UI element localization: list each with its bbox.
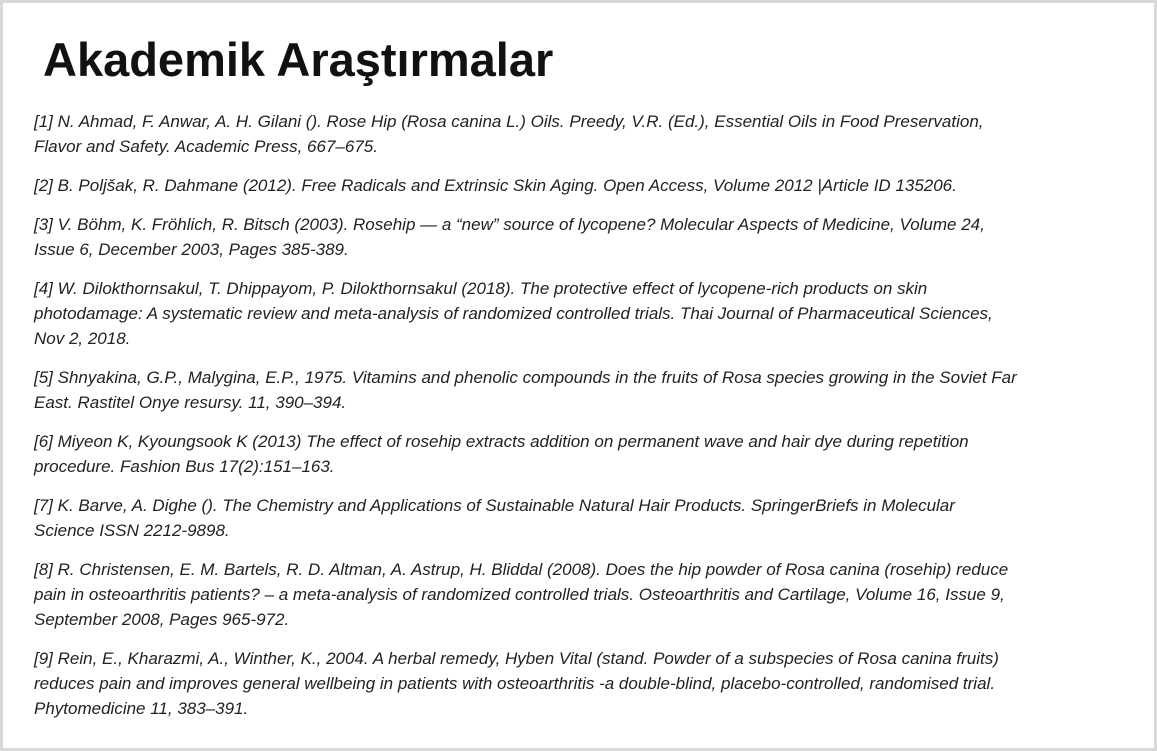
reference-item-2: [2] B. Poljšak, R. Dahmane (2012). Free Radicals and Extrinsic Skin Aging. Open Access, Volume 2012 |Article ID 135206. — [34, 176, 957, 195]
reference-list — [34, 109, 1120, 721]
reference-item-8: [8] R. Christensen, E. M. Bartels, R. D. Altman, A. Astrup, H. Bliddal (2008). Does the hip powder of Rosa canina (rosehip) reduce pain in osteoarthritis patients? – a meta-analysis of randomized controlled trials. Osteoarthritis and Cartilage, Volume 16, Issue 9, September 2008, Pages 965-972. — [34, 560, 1009, 629]
reference-item-7: [7] K. Barve, A. Dighe (). The Chemistry and Applications of Sustainable Natural Hair Products. SpringerBriefs in Molecular Science ISSN 2212-9898. — [34, 496, 955, 540]
page-title: Akademik Araştırmalar — [43, 33, 554, 86]
reference-item-6: [6] Miyeon K, Kyoungsook K (2013) The effect of rosehip extracts addition on permanent wave and hair dye during repetition procedure. Fashion Bus 17(2):151–163. — [34, 432, 969, 476]
reference-item-9: [9] Rein, E., Kharazmi, A., Winther, K., 2004. A herbal remedy, Hyben Vital (stand. Powder of a subspecies of Rosa canina fruits) reduces pain and improves general wellbeing in patients with osteoarthritis -a double-blind, placebo-controlled, randomised trial. Phytomedicine 11, 383–391. — [34, 649, 999, 718]
reference-item-4: [4] W. Dilokthornsakul, T. Dhippayom, P. Dilokthornsakul (2018). The protective effect of lycopene-rich products on skin photodamage: A systematic review and meta-analysis of randomized controlled trials. Thai Journal of Pharmaceutical Sciences, Nov 2, 2018. — [34, 279, 993, 348]
reference-item-3: [3] V. Böhm, K. Fröhlich, R. Bitsch (2003). Rosehip — a “new” source of lycopene? Molecular Aspects of Medicine, Volume 24, Issue 6, December 2003, Pages 385-389. — [34, 215, 985, 259]
reference-item-1: [1] N. Ahmad, F. Anwar, A. H. Gilani (). Rose Hip (Rosa canina L.) Oils. Preedy, V.R. (Ed.), Essential Oils in Food Preservation, Flavor and Safety. Academic Press, 667–675. — [34, 112, 984, 156]
reference-item-5: [5] Shnyakina, G.P., Malygina, E.P., 1975. Vitamins and phenolic compounds in the fruits of Rosa species growing in the Soviet Far East. Rastitel Onye resursy. 11, 390–394. — [34, 368, 1017, 412]
